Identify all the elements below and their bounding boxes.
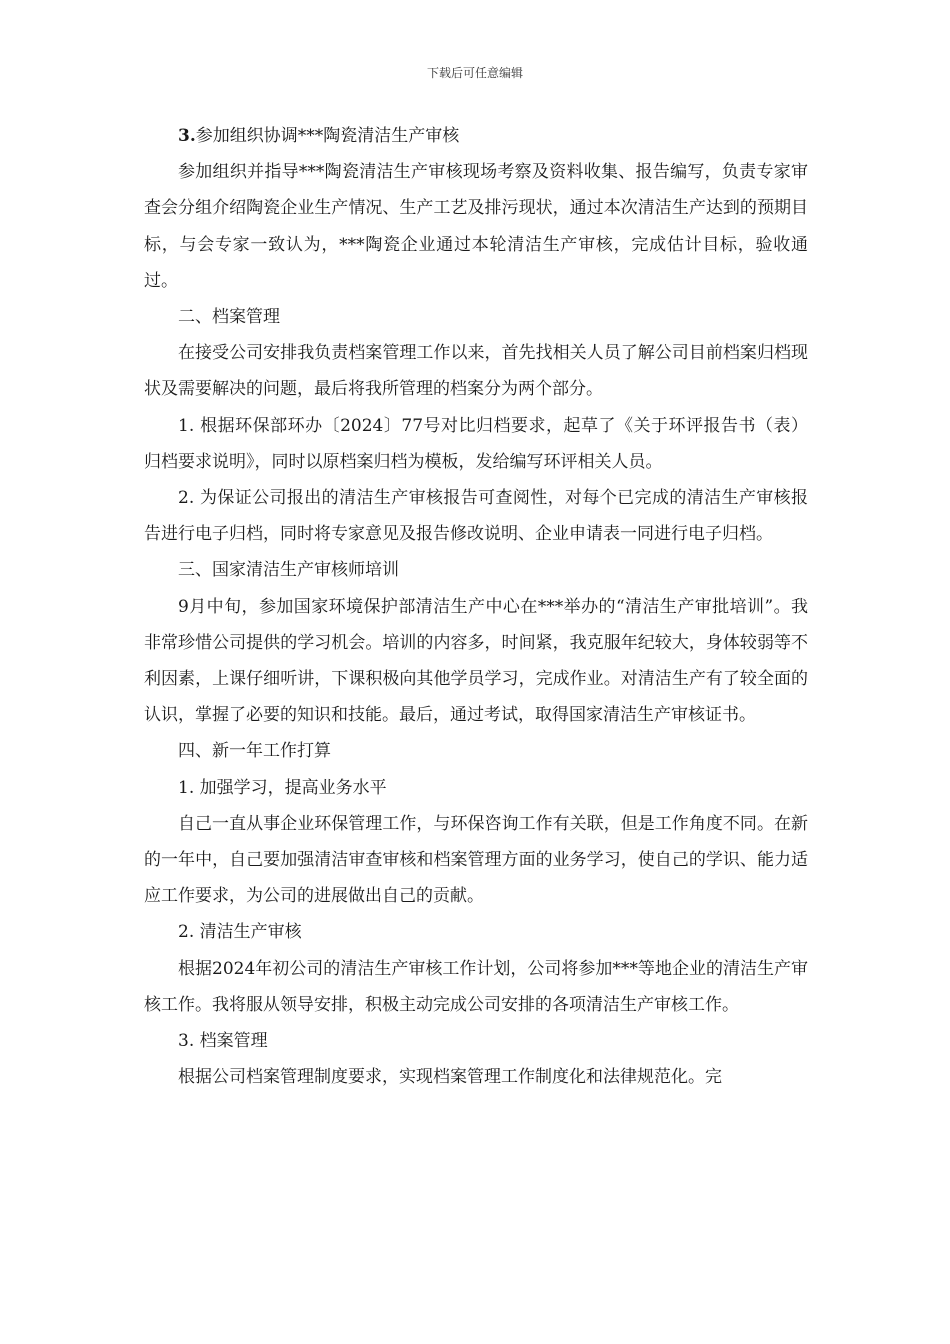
document-body xyxy=(144,118,808,1095)
list-item: 1. 根据环保部环办〔2024〕77号对比归档要求，起草了《关于环评报告书（表）归档要求说明》，同时以原档案归档为模板，发给编写环评相关人员。 xyxy=(144,415,808,472)
paragraph: 根据2024年初公司的清洁生产审核工作计划，公司将参加***等地企业的清洁生产审核工作。我将服从领导安排，积极主动完成公司安排的各项清洁生产审核工作。 xyxy=(144,958,808,1015)
sub-heading: 3. 档案管理 xyxy=(178,1031,268,1052)
section-heading: 四、新一年工作打算 xyxy=(178,741,331,762)
paragraph: 根据公司档案管理制度要求，实现档案管理工作制度化和法律规范化。完 xyxy=(178,1067,722,1088)
paragraph: 9月中旬，参加国家环境保护部清洁生产中心在***举办的“清洁生产审批培训”。我非常珍惜公司提供的学习机会。培训的内容多，时间紧，我克服年纪较大，身体较弱等不利因素，上课仔细听讲，下课积极向其他学员学习，完成作业。对清洁生产有了较全面的认识，掌握了必要的知识和技能。最后，通过考试，取得国家清洁生产审核证书。 xyxy=(144,596,808,726)
section-heading: 二、档案管理 xyxy=(178,307,280,328)
paragraph: 参加组织并指导***陶瓷清洁生产审核现场考察及资料收集、报告编写，负责专家审查会分组介绍陶瓷企业生产情况、生产工艺及排污现状，通过本次清洁生产达到的预期目标，与会专家一致认为，***陶瓷企业通过本轮清洁生产审核，完成估计目标，验收通过。 xyxy=(144,162,808,291)
section-heading: 三、国家清洁生产审核师培训 xyxy=(178,560,399,581)
page-header-note: 下载后可任意编辑 xyxy=(426,66,523,80)
sub-heading: 2. 清洁生产审核 xyxy=(178,922,302,943)
paragraph: 自己一直从事企业环保管理工作，与环保咨询工作有关联，但是工作角度不同。在新的一年中，自己要加强清洁审查审核和档案管理方面的业务学习，使自己的学识、能力适应工作要求，为公司的进展做出自己的贡献。 xyxy=(144,813,808,907)
sub-heading: 1. 加强学习，提高业务水平 xyxy=(178,777,387,798)
heading-number: 3. xyxy=(178,126,196,146)
heading-text: 参加组织协调***陶瓷清洁生产审核 xyxy=(195,126,460,146)
paragraph: 在接受公司安排我负责档案管理工作以来，首先找相关人员了解公司目前档案归档现状及需要解决的问题，最后将我所管理的档案分为两个部分。 xyxy=(144,343,808,400)
section-heading-3 xyxy=(144,118,808,154)
list-item: 2. 为保证公司报出的清洁生产审核报告可查阅性，对每个已完成的清洁生产审核报告进行电子归档，同时将专家意见及报告修改说明、企业申请表一同进行电子归档。 xyxy=(144,488,808,545)
